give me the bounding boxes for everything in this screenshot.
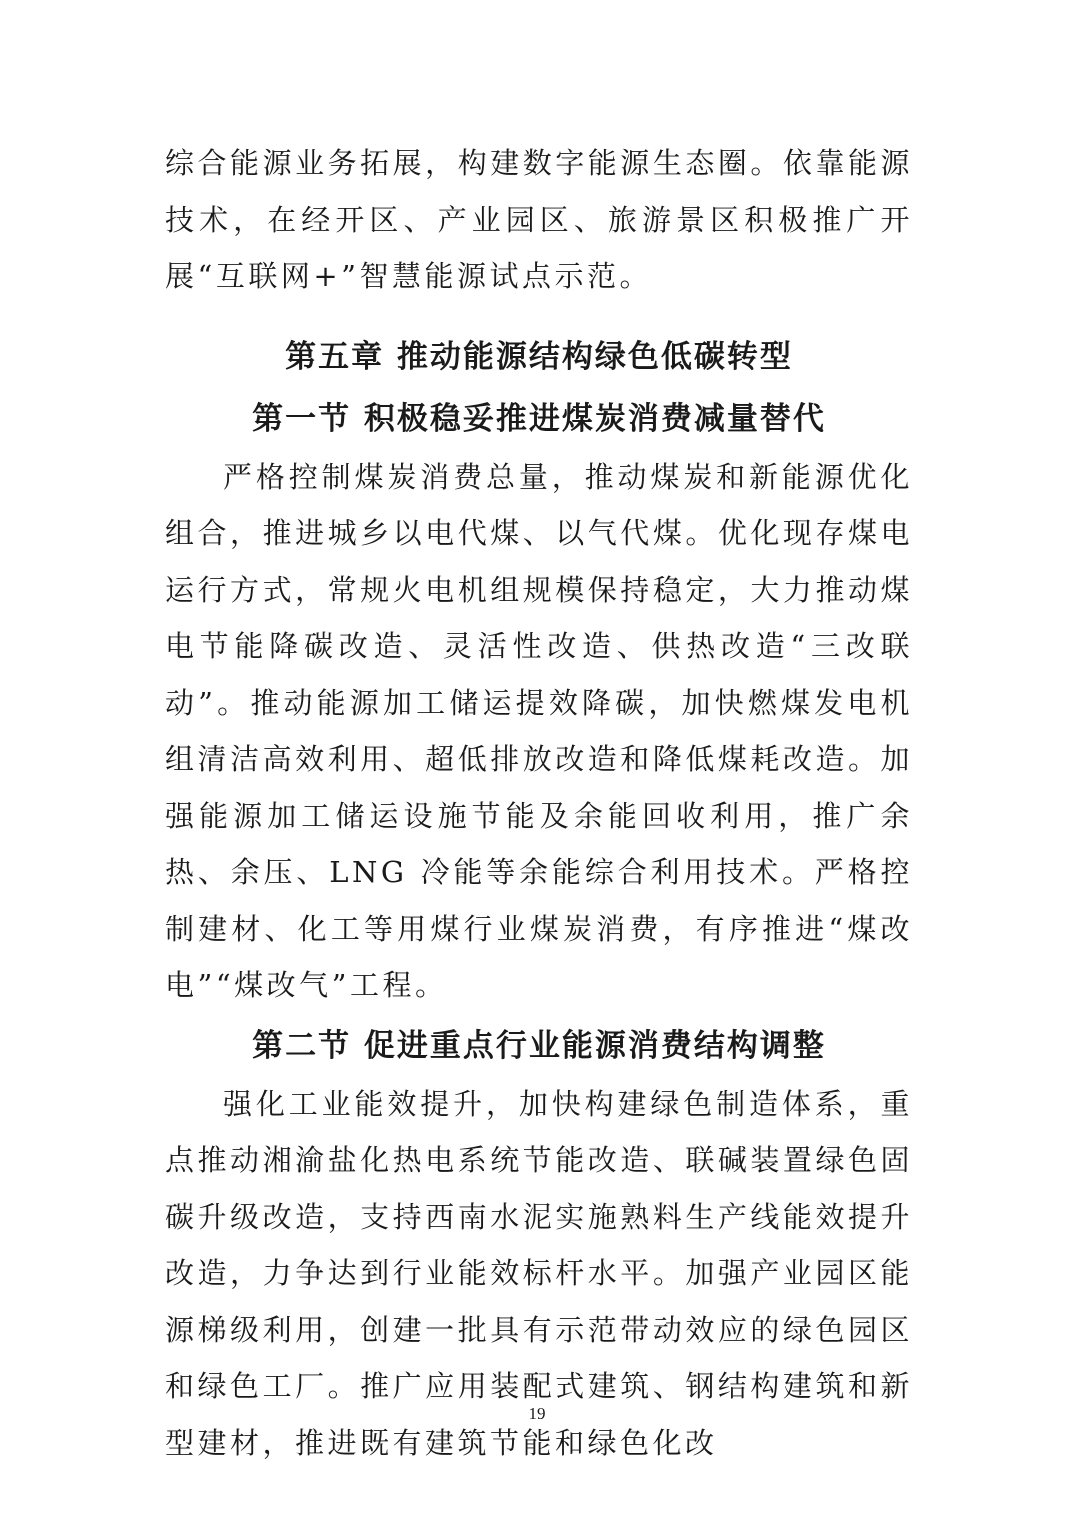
page-content	[165, 135, 913, 1471]
page-number: 19	[528, 1404, 546, 1423]
chapter-title: 第五章 推动能源结构绿色低碳转型	[285, 338, 793, 375]
continued-paragraph: 综合能源业务拓展，构建数字能源生态圈。依靠能源技术，在经开区、产业园区、旅游景区积极推广开展“互联网+”智慧能源试点示范。	[165, 146, 913, 293]
section-title-1: 第一节 积极稳妥推进煤炭消费减量替代	[252, 400, 826, 437]
section-title-2: 第二节 促进重点行业能源消费结构调整	[252, 1027, 826, 1064]
section-2-paragraph: 强化工业能效提升，加快构建绿色制造体系，重点推动湘渝盐化热电系统节能改造、联碱装置绿色固碳升级改造，支持西南水泥实施熟料生产线能效提升改造，力争达到行业能效标杆水平。加强产业园区能源梯级利用，创建一批具有示范带动效应的绿色园区和绿色工厂。推广应用装配式建筑、钢结构建筑和新型建材，推进既有建筑节能和绿色化改	[165, 1086, 913, 1460]
section-1-paragraph: 严格控制煤炭消费总量，推动煤炭和新能源优化组合，推进城乡以电代煤、以气代煤。优化现存煤电运行方式，常规火电机组规模保持稳定，大力推动煤电节能降碳改造、灵活性改造、供热改造“三改联动”。推动能源加工储运提效降碳，加快燃煤发电机组清洁高效利用、超低排放改造和降低煤耗改造。加强能源加工储运设施节能及余能回收利用，推广余热、余压、LNG 冷能等余能综合利用技术。严格控制建材、化工等用煤行业煤炭消费，有序推进“煤改电”“煤改气”工程。	[165, 459, 913, 1002]
